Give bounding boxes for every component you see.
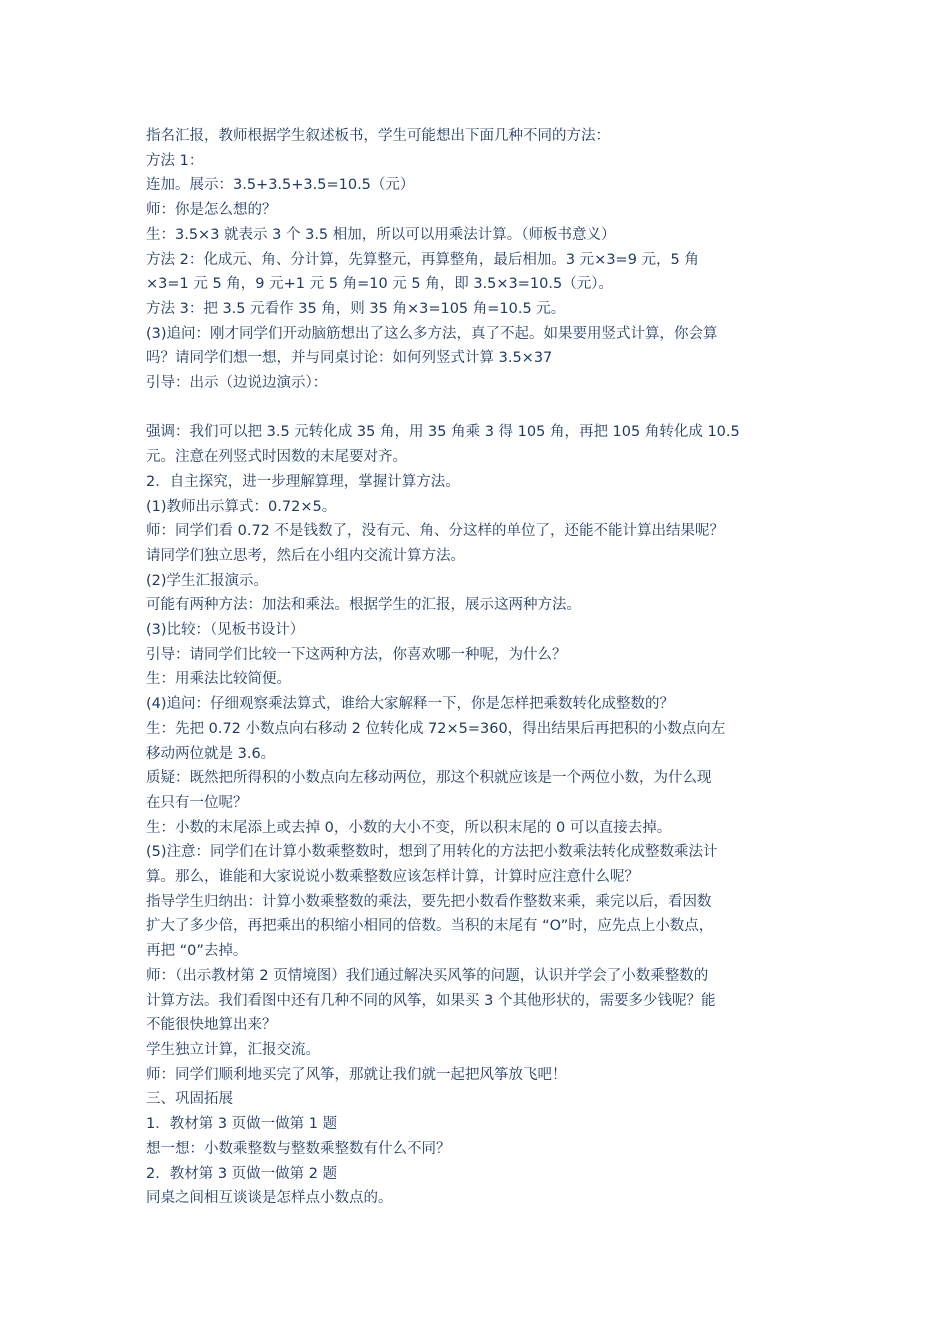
text-line: 2．教材第 3 页做一做第 2 题 xyxy=(146,1165,338,1182)
text-line: 引导：出示（边说边演示）： xyxy=(146,375,328,392)
text-line: 方法 3：把 3.5 元看作 35 角，则 35 角×3=105 角=10.5 元。 xyxy=(146,300,566,317)
text-line: 移动两位就是 3.6。 xyxy=(146,745,276,762)
text-line: 师：你是怎么想的？ xyxy=(146,202,277,219)
text-line: (3)比较：（见板书设计） xyxy=(146,622,305,639)
text-line: 2．自主探究，进一步理解算理，掌握计算方法。 xyxy=(146,473,460,490)
text-line: 吗？请同学们想一想，并与同桌讨论：如何列竖式计算 3.5×37 xyxy=(146,350,553,367)
text-line: 质疑：既然把所得积的小数点向左移动两位，那这个积就应该是一个两位小数，为什么现 xyxy=(146,770,712,787)
text-line: ×3=1 元 5 角，9 元+1 元 5 角=10 元 5 角，即 3.5×3=10.5（元）。 xyxy=(146,276,613,293)
text-line: 连加。展示：3.5+3.5+3.5=10.5（元） xyxy=(146,177,415,194)
document-body xyxy=(146,124,812,1211)
blank-line xyxy=(146,396,812,421)
text-line: 扩大了多少倍，再把乘出的积缩小相同的倍数。当积的末尾有 “O”时，应先点上小数点， xyxy=(146,918,714,935)
text-line: 同桌之间相互谈谈是怎样点小数点的。 xyxy=(146,1190,393,1207)
text-line: 师：（出示教材第 2 页情境图）我们通过解决买风筝的问题，认识并学会了小数乘整数的 xyxy=(146,967,709,984)
text-line: 三、巩固拓展 xyxy=(146,1091,233,1108)
text-line: 计算方法。我们看图中还有几种不同的风筝，如果买 3 个其他形状的，需要多少钱呢？能 xyxy=(146,992,716,1009)
text-line: 可能有两种方法：加法和乘法。根据学生的汇报，展示这两种方法。 xyxy=(146,597,581,614)
text-line: 师：同学们看 0.72 不是钱数了，没有元、角、分这样的单位了，还能不能计算出结果呢？ xyxy=(146,523,724,540)
text-line: 生：小数的末尾添上或去掉 0，小数的大小不变，所以积末尾的 0 可以直接去掉。 xyxy=(146,819,672,836)
text-line: 再把 “0”去掉。 xyxy=(146,943,248,960)
text-line: 不能很快地算出来？ xyxy=(146,1017,277,1034)
text-line: 想一想：小数乘整数与整数乘整数有什么不同？ xyxy=(146,1140,451,1157)
text-line: 请同学们独立思考，然后在小组内交流计算方法。 xyxy=(146,547,465,564)
text-line: 生：用乘法比较简便。 xyxy=(146,671,291,688)
text-line: 学生独立计算，汇报交流。 xyxy=(146,1042,320,1058)
text-line: (2)学生汇报演示。 xyxy=(146,572,269,589)
text-line: 算。那么，谁能和大家说说小数乘整数应该怎样计算，计算时应注意什么呢？ xyxy=(146,869,639,886)
text-line: 强调：我们可以把 3.5 元转化成 35 角，用 35 角乘 3 得 105 角，再把 105 角转化成 10.5 xyxy=(146,424,740,441)
text-line: (1)教师出示算式：0.72×5。 xyxy=(146,498,337,515)
text-line: 元。注意在列竖式时因数的末尾要对齐。 xyxy=(146,449,407,466)
text-line: 生：3.5×3 就表示 3 个 3.5 相加，所以可以用乘法计算。（师板书意义） xyxy=(146,226,616,243)
text-line: 指导学生归纳出：计算小数乘整数的乘法，要先把小数看作整数来乘，乘完以后，看因数 xyxy=(146,893,712,910)
text-line: 师：同学们顺利地买完了风筝，那就让我们就一起把风筝放飞吧！ xyxy=(146,1066,567,1083)
text-line: 方法 1： xyxy=(146,152,204,169)
text-line: 指名汇报，教师根据学生叙述板书，学生可能想出下面几种不同的方法： xyxy=(146,128,610,144)
text-line: (5)注意：同学们在计算小数乘整数时，想到了用转化的方法把小数乘法转化成整数乘法计 xyxy=(146,844,718,861)
text-line: 1．教材第 3 页做一做第 1 题 xyxy=(146,1116,338,1133)
text-line: 在只有一位呢？ xyxy=(146,794,248,811)
text-line: (4)追问：仔细观察乘法算式，谁给大家解释一下，你是怎样把乘数转化成整数的？ xyxy=(146,696,675,713)
text-line: 引导：请同学们比较一下这两种方法，你喜欢哪一种呢，为什么？ xyxy=(146,646,567,663)
text-line: 方法 2：化成元、角、分计算，先算整元，再算整角，最后相加。3 元×3=9 元，5 角 xyxy=(146,251,699,268)
text-line: 生：先把 0.72 小数点向右移动 2 位转化成 72×5=360，得出结果后再把积的小数点向左 xyxy=(146,720,726,737)
text-line: (3)追问：刚才同学们开动脑筋想出了这么多方法，真了不起。如果要用竖式计算，你会算 xyxy=(146,325,718,342)
